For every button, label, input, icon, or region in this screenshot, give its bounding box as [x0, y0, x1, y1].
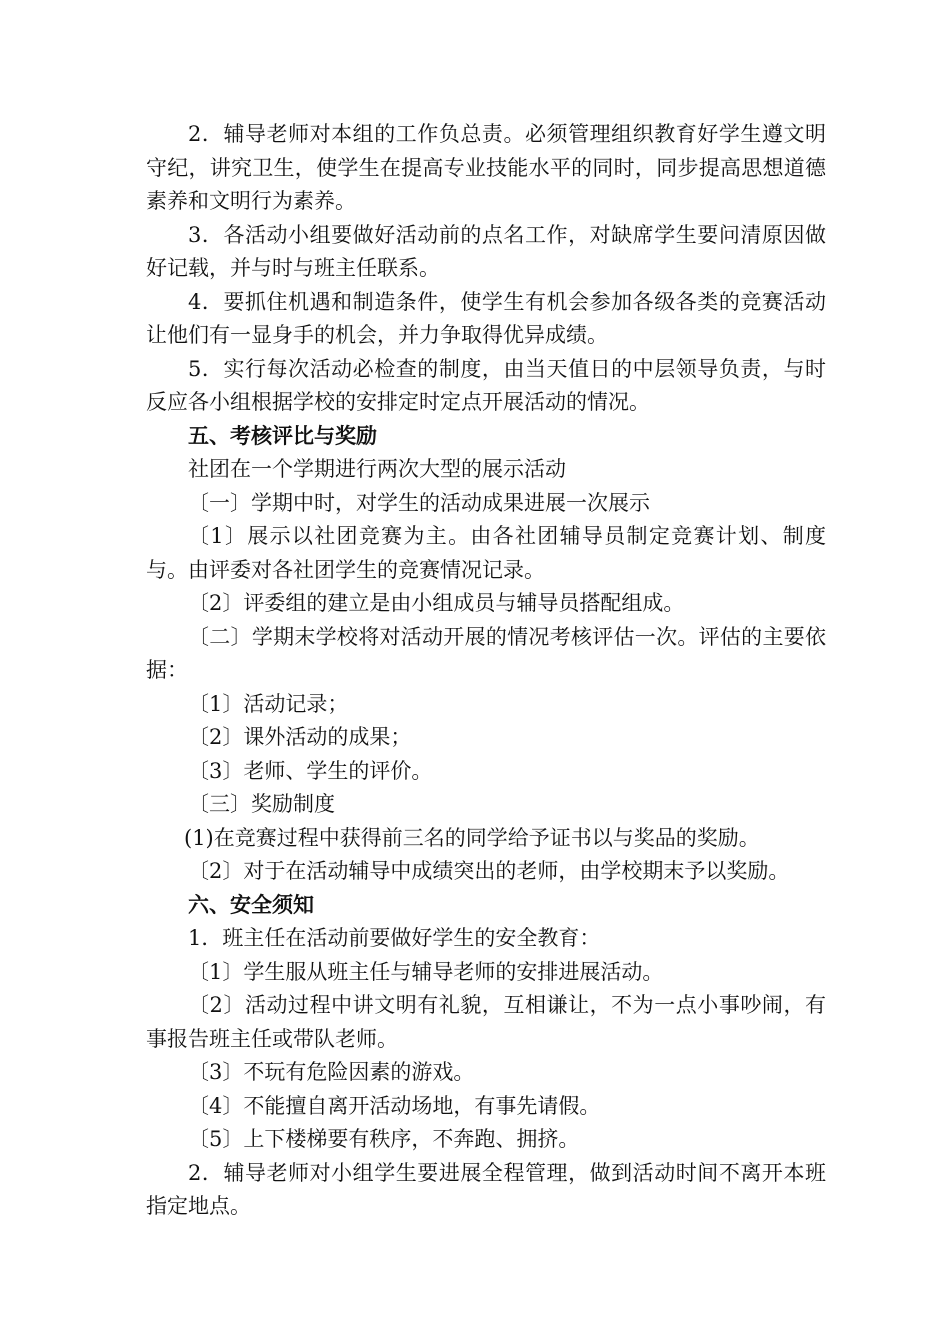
paragraph: 1．班主任在活动前要做好学生的安全教育：	[188, 926, 601, 950]
paragraph: 〔2〕课外活动的成果；	[188, 725, 412, 749]
paragraph: 〔2〕活动过程中讲文明有礼貌，互相谦让，不为一点小事吵闹，有事报告班主任或带队老师。	[146, 993, 826, 1051]
paragraph: 〔1〕学生服从班主任与辅导老师的安排进展活动。	[188, 959, 664, 984]
paragraph: 〔3〕不玩有危险因素的游戏。	[188, 1060, 475, 1084]
paragraph: 〔3〕老师、学生的评价。	[188, 758, 433, 783]
paragraph: 2．辅导老师对本组的工作负总责。必须管理组织教育好学生遵文明守纪，讲究卫生，使学生在提高专业技能水平的同时，同步提高思想道德素养和文明行为素养。	[146, 122, 826, 213]
paragraph: (1)在竞赛过程中获得前三名的同学给予证书以与奖品的奖励。	[184, 825, 760, 850]
paragraph: 社团在一个学期进行两次大型的展示活动	[188, 457, 566, 481]
section-heading: 五、考核评比与奖励	[188, 423, 377, 448]
paragraph: 2．辅导老师对小组学生要进展全程管理，做到活动时间不离开本班指定地点。	[146, 1160, 826, 1218]
paragraph: 4．要抓住机遇和制造条件，使学生有机会参加各级各类的竞赛活动让他们有一显身手的机会，并力争取得优异成绩。	[146, 289, 826, 347]
paragraph: 〔4〕不能擅自离开活动场地，有事先请假。	[188, 1093, 601, 1118]
paragraph: 〔三〕奖励制度	[188, 792, 335, 816]
paragraph: 〔1〕活动记录；	[188, 691, 349, 716]
section-heading: 六、安全须知	[188, 892, 314, 917]
paragraph: 〔二〕学期末学校将对活动开展的情况考核评估一次。评估的主要依据：	[146, 624, 826, 682]
paragraph: 〔2〕对于在活动辅导中成绩突出的老师，由学校期末予以奖励。	[188, 859, 790, 883]
paragraph: 〔一〕学期中时，对学生的活动成果进展一次展示	[188, 490, 650, 515]
paragraph: 〔2〕评委组的建立是由小组成员与辅导员搭配组成。	[188, 591, 685, 615]
paragraph: 〔5〕上下楼梯要有秩序，不奔跑、拥挤。	[188, 1127, 580, 1151]
paragraph: 5．实行每次活动必检查的制度，由当天值日的中层领导负责，与时反应各小组根据学校的安排定时定点开展活动的情况。	[146, 356, 826, 414]
paragraph: 3．各活动小组要做好活动前的点名工作，对缺席学生要问清原因做好记载，并与时与班主任联系。	[146, 222, 826, 280]
document-body	[146, 118, 826, 1224]
paragraph: 〔1〕展示以社团竞赛为主。由各社团辅导员制定竞赛计划、制度与。由评委对各社团学生的竞赛情况记录。	[146, 524, 826, 582]
